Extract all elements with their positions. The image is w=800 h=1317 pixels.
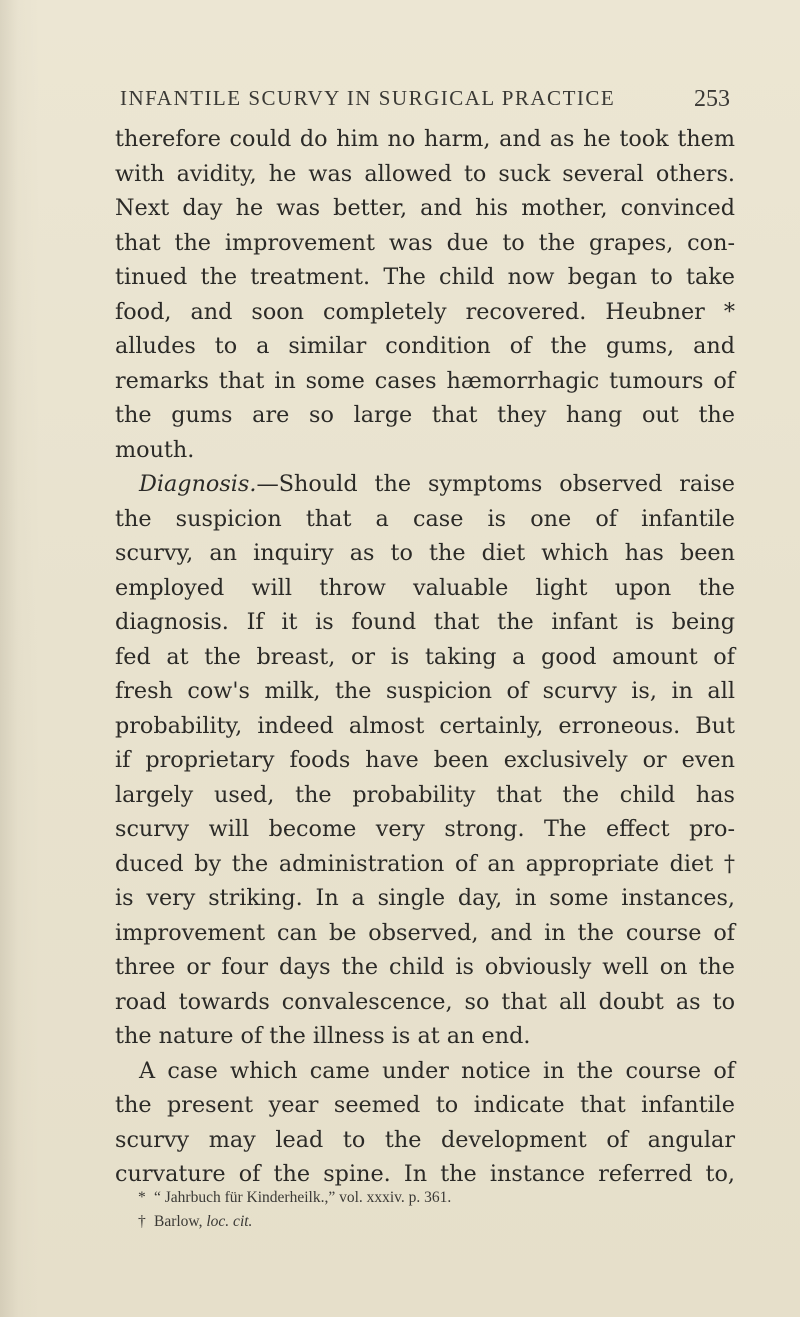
text-line: the nature of the illness is at an end. bbox=[115, 1023, 531, 1049]
footnote bbox=[138, 1210, 738, 1234]
text-line: three or four days the child is obviously well on the bbox=[115, 954, 735, 980]
text-line: that the improvement was due to the grapes, con- bbox=[115, 229, 735, 256]
text-line: is very striking. In a single day, in some instances, bbox=[115, 885, 735, 911]
text-line: food, and soon completely recovered. Heubner * bbox=[115, 298, 735, 325]
diagnosis-line bbox=[115, 467, 735, 502]
running-head bbox=[120, 86, 730, 116]
text-line: the suspicion that a case is one of infantile bbox=[115, 505, 735, 532]
text-line: therefore could do him no harm, and as he took them bbox=[115, 126, 735, 152]
footnotes bbox=[138, 1186, 738, 1234]
body-text bbox=[115, 122, 735, 1192]
text-line: curvature of the spine. In the instance referred to, bbox=[115, 1161, 735, 1187]
diagnosis-heading: Diagnosis. bbox=[139, 471, 257, 497]
text-line: scurvy may lead to the development of angular bbox=[115, 1126, 735, 1153]
text-line: fresh cow's milk, the suspicion of scurvy is, in all bbox=[115, 678, 735, 704]
text-line: largely used, the probability that the child has bbox=[115, 781, 735, 808]
text-line: employed will throw valuable light upon the bbox=[115, 574, 735, 601]
text-line: A case which came under notice in the course of bbox=[139, 1057, 735, 1084]
text-line: road towards convalescence, so that all doubt as to bbox=[115, 988, 735, 1015]
text-line: probability, indeed almost certainly, erroneous. But bbox=[115, 712, 735, 739]
text-line: alludes to a similar condition of the gums, and bbox=[115, 333, 735, 359]
text-line: with avidity, he was allowed to suck several others. bbox=[115, 160, 735, 187]
footnote-mark: † bbox=[138, 1213, 146, 1230]
text-line: mouth. bbox=[115, 436, 195, 463]
text-line: duced by the administration of an appropriate diet † bbox=[115, 850, 735, 877]
text-line: improvement can be observed, and in the course of bbox=[115, 919, 735, 946]
footnote-text: Barlow, bbox=[154, 1213, 207, 1230]
text-line: scurvy will become very strong. The effect pro- bbox=[115, 816, 735, 842]
text-line: fed at the breast, or is taking a good amount of bbox=[115, 643, 735, 670]
text-line: Next day he was better, and his mother, convinced bbox=[115, 195, 735, 221]
text-line: tinued the treatment. The child now began to take bbox=[115, 264, 735, 290]
footnote-text: “ Jahrbuch für Kinderheilk.,” vol. xxxiv. p. 361. bbox=[154, 1189, 452, 1206]
text-line: the gums are so large that they hang out the bbox=[115, 402, 735, 428]
footnote-text-italic: loc. cit. bbox=[206, 1213, 253, 1230]
text-line: if proprietary foods have been exclusively or even bbox=[115, 747, 735, 773]
footnote bbox=[138, 1186, 738, 1210]
diagnosis-line-rest: —Should the symptoms observed raise bbox=[256, 471, 735, 497]
page-number: 253 bbox=[694, 86, 730, 112]
footnote-mark: * bbox=[138, 1189, 146, 1206]
text-line: remarks that in some cases hæmorrhagic tumours of bbox=[115, 367, 735, 394]
text-line: diagnosis. If it is found that the infant is being bbox=[115, 609, 735, 635]
text-line: the present year seemed to indicate that infantile bbox=[115, 1092, 735, 1118]
running-head-title: INFANTILE SCURVY IN SURGICAL PRACTICE bbox=[120, 86, 616, 110]
text-line: scurvy, an inquiry as to the diet which has been bbox=[115, 540, 735, 566]
